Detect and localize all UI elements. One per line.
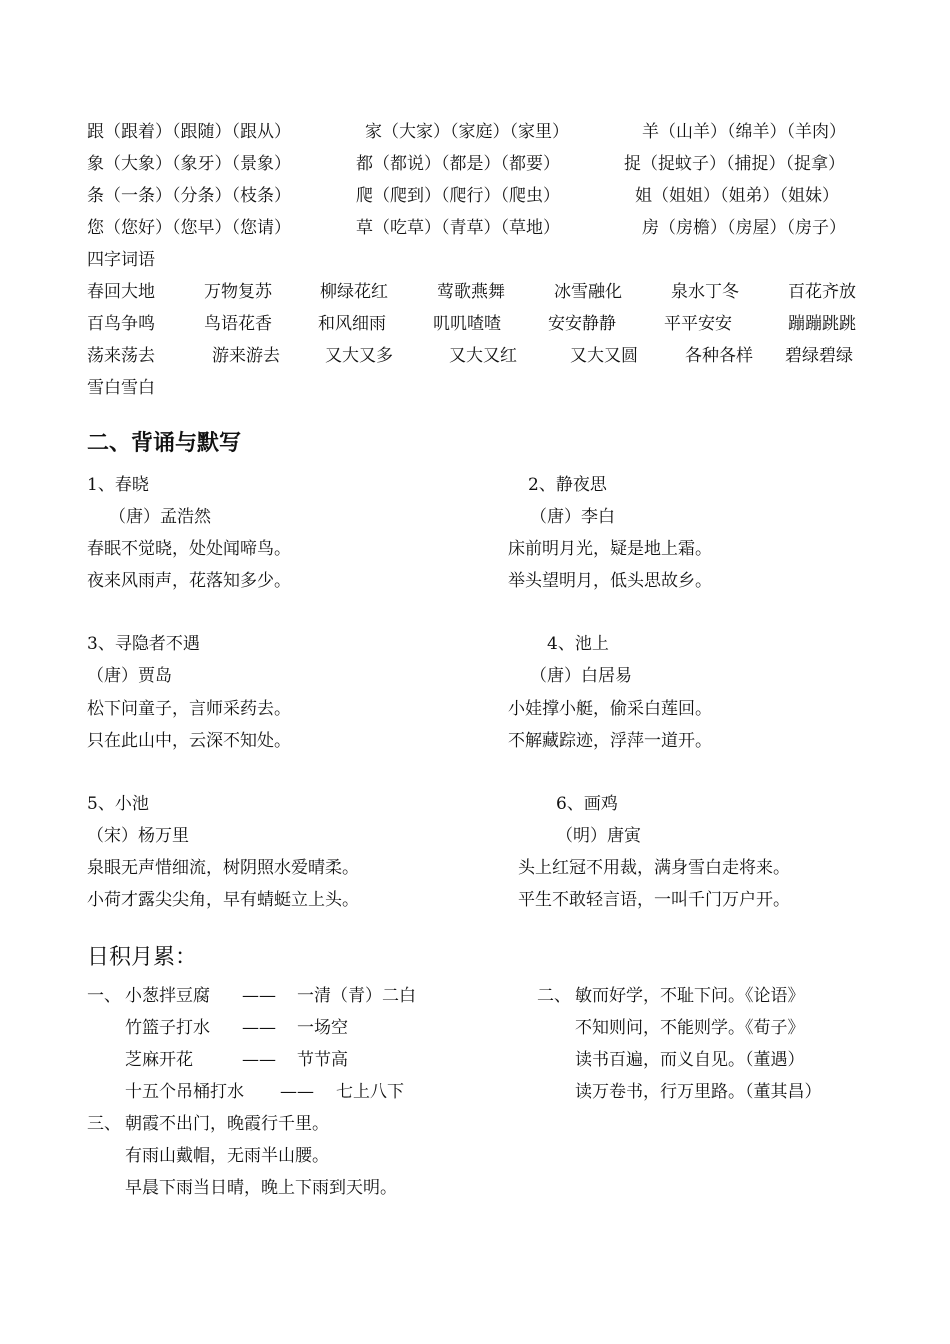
four-char-word: 春回大地 [87,282,155,302]
xiehouyu-answer: 节节高 [297,1050,348,1070]
proverb-line: 有雨山戴帽，无雨半山腰。 [125,1146,329,1166]
proverb-line: 早晨下雨当日晴，晚上下雨到天明。 [125,1178,397,1198]
vocab-entry: 条（一条）（分条）（枝条） [87,186,291,206]
poem-line: 不解藏踪迹，浮萍一道开。 [508,731,712,751]
list-prefix: 二、 [537,986,571,1006]
vocab-entry: 草（吃草）（青草）（草地） [356,218,560,238]
four-char-title: 四字词语 [87,250,155,270]
four-char-word: 碧绿碧绿 [785,346,853,366]
quote-line: 不知则问，不能则学。《荀子》 [575,1018,805,1038]
poem-title: 3、寻隐者不遇 [87,634,200,654]
poem-author: （唐）白居易 [530,666,632,686]
four-char-word: 百花齐放 [788,282,856,302]
vocab-entry: 家（大家）（家庭）（家里） [365,122,569,142]
poem-title: 1、春晓 [87,475,149,495]
vocab-entry: 象（大象）（象牙）（景象） [87,154,291,174]
four-char-word: 柳绿花红 [320,282,388,302]
poem-author: （明）唐寅 [556,826,641,846]
xiehouyu-dash: —— [280,1082,314,1102]
four-char-word: 又大又红 [449,346,517,366]
quote-line: 读万卷书，行万里路。（董其昌） [575,1082,822,1102]
xiehouyu-dash: —— [242,1018,276,1038]
poem-title: 5、小池 [87,794,149,814]
list-prefix: 三、 [87,1114,121,1134]
four-char-word: 平平安安 [664,314,732,334]
vocab-entry: 捉（捉蚊子）（捕捉）（捉拿） [624,154,845,174]
vocab-entry: 羊（山羊）（绵羊）（羊肉） [642,122,846,142]
four-char-word: 莺歌燕舞 [437,282,505,302]
four-char-word: 蹦蹦跳跳 [788,314,856,334]
poem-line: 头上红冠不用裁，满身雪白走将来。 [518,858,790,878]
quote-line: 敏而好学，不耻下问。《论语》 [575,986,805,1006]
poem-author: （唐）孟浩然 [109,507,211,527]
quote-line: 读书百遍，而义自见。（董遇） [575,1050,805,1070]
list-prefix: 一、 [87,986,121,1006]
four-char-word: 泉水丁冬 [671,282,739,302]
poem-line: 平生不敢轻言语，一叫千门万户开。 [518,890,790,910]
section-title: 二、背诵与默写 [87,431,242,456]
four-char-word: 雪白雪白 [87,378,155,398]
vocab-entry: 姐（姐姐）（姐弟）（姐妹） [635,186,839,206]
four-char-word: 荡来荡去 [87,346,155,366]
four-char-word: 安安静静 [548,314,616,334]
xiehouyu-phrase: 小葱拌豆腐 [125,986,210,1006]
four-char-word: 冰雪融化 [554,282,622,302]
four-char-word: 各种各样 [685,346,753,366]
four-char-word: 游来游去 [212,346,280,366]
xiehouyu-phrase: 十五个吊桶打水 [125,1082,244,1102]
poem-author: （唐）贾岛 [87,666,172,686]
poem-line: 只在此山中，云深不知处。 [87,731,291,751]
four-char-word: 叽叽喳喳 [433,314,501,334]
xiehouyu-dash: —— [242,986,276,1006]
xiehouyu-answer: 七上八下 [336,1082,404,1102]
four-char-word: 百鸟争鸣 [87,314,155,334]
vocab-entry: 都（都说）（都是）（都要） [356,154,560,174]
poem-line: 泉眼无声惜细流，树阴照水爱晴柔。 [87,858,359,878]
proverb-line: 朝霞不出门，晚霞行千里。 [125,1114,329,1134]
xiehouyu-phrase: 竹篮子打水 [125,1018,210,1038]
poem-line: 床前明月光，疑是地上霜。 [508,539,712,559]
four-char-word: 又大又多 [325,346,393,366]
four-char-word: 鸟语花香 [204,314,272,334]
four-char-word: 和风细雨 [318,314,386,334]
poem-line: 举头望明月，低头思故乡。 [508,571,712,591]
poem-author: （唐）李白 [530,507,615,527]
xiehouyu-dash: —— [242,1050,276,1070]
four-char-word: 又大又圆 [570,346,638,366]
poem-line: 小娃撑小艇，偷采白莲回。 [508,699,712,719]
poem-author: （宋）杨万里 [87,826,189,846]
poem-title: 6、画鸡 [556,794,618,814]
poem-line: 夜来风雨声，花落知多少。 [87,571,291,591]
vocab-entry: 爬（爬到）（爬行）（爬虫） [356,186,560,206]
xiehouyu-phrase: 芝麻开花 [125,1050,193,1070]
xiehouyu-answer: 一场空 [297,1018,348,1038]
xiehouyu-answer: 一清（青）二白 [297,986,416,1006]
vocab-entry: 跟（跟着）（跟随）（跟从） [87,122,291,142]
vocab-entry: 房（房檐）（房屋）（房子） [642,218,846,238]
poem-line: 小荷才露尖尖角，早有蜻蜓立上头。 [87,890,359,910]
poem-line: 春眠不觉晓，处处闻啼鸟。 [87,539,291,559]
accumulate-title: 日积月累： [87,945,198,970]
vocab-entry: 您（您好）（您早）（您请） [87,218,291,238]
four-char-word: 万物复苏 [204,282,272,302]
poem-title: 4、池上 [547,634,609,654]
poem-line: 松下问童子，言师采药去。 [87,699,291,719]
poem-title: 2、静夜思 [528,475,607,495]
